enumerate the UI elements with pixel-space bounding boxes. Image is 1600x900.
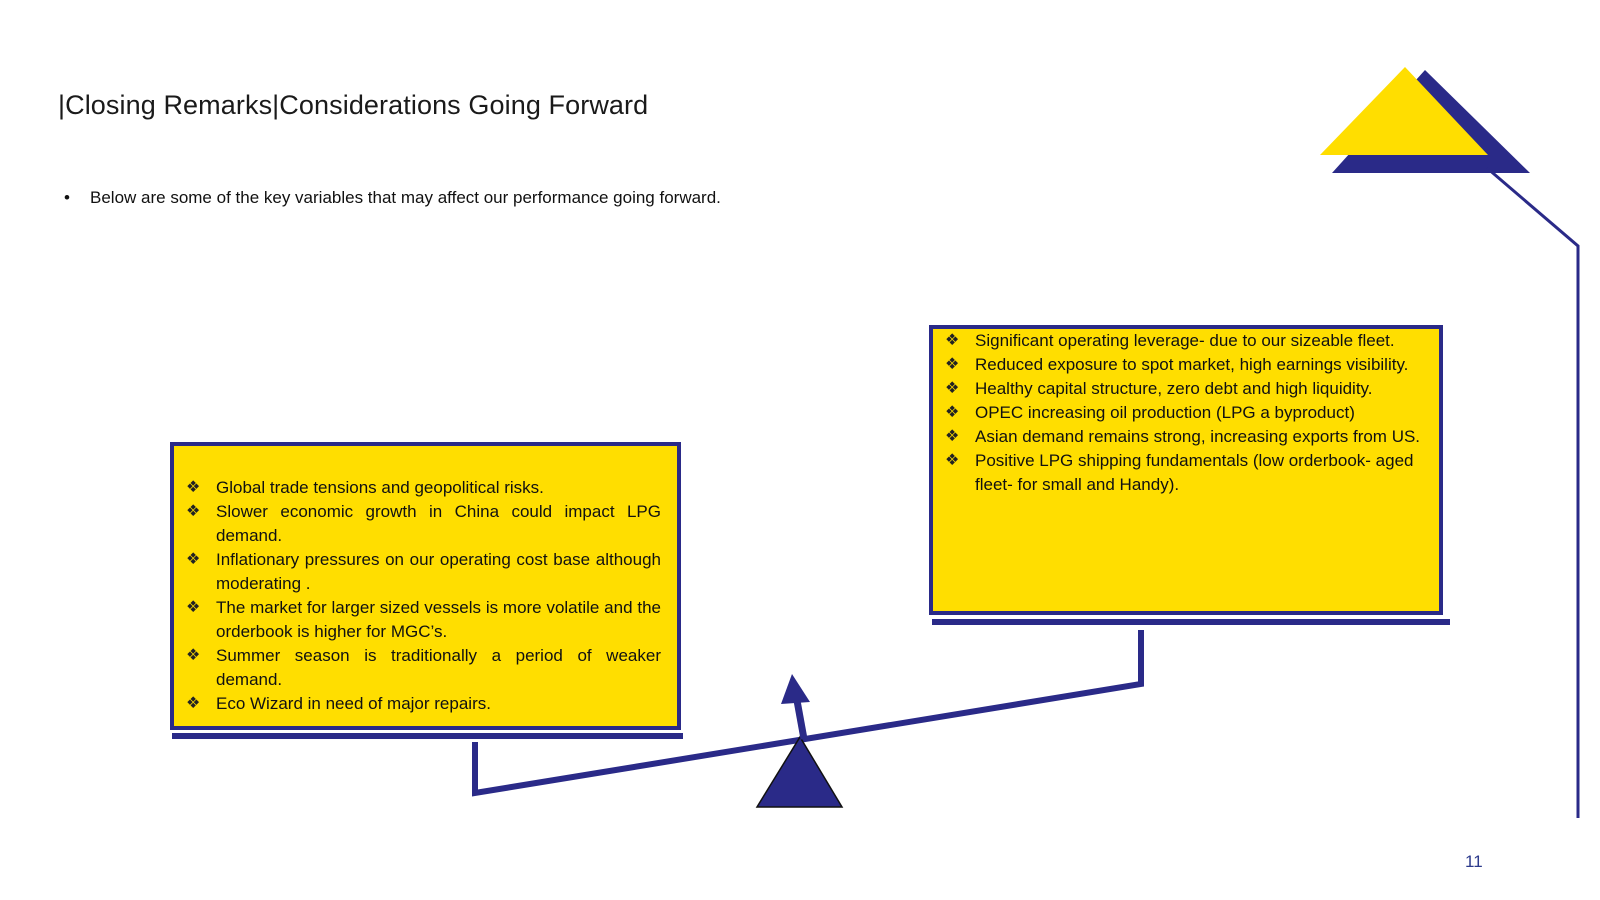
decor-line-right bbox=[1487, 168, 1578, 818]
diamond-bullet-icon: ❖ bbox=[186, 695, 201, 712]
list-item: ❖ Healthy capital structure, zero debt and high liquidity. bbox=[933, 377, 1427, 401]
diamond-bullet-icon: ❖ bbox=[186, 599, 201, 616]
intro-text: Below are some of the key variables that may affect our performance going forward. bbox=[90, 188, 721, 207]
negative-factors-list bbox=[174, 476, 661, 716]
list-item: ❖ Global trade tensions and geopolitical risks. bbox=[174, 476, 661, 500]
list-item: ❖ Asian demand remains strong, increasing exports from US. bbox=[933, 425, 1427, 449]
list-item: ❖ Significant operating leverage- due to our sizeable fleet. bbox=[933, 329, 1427, 353]
intro-line bbox=[64, 188, 721, 208]
diamond-bullet-icon: ❖ bbox=[945, 332, 960, 349]
negative-factors-box bbox=[170, 442, 681, 730]
diamond-bullet-icon: ❖ bbox=[945, 404, 960, 421]
positive-factors-box bbox=[929, 325, 1443, 615]
diamond-bullet-icon: ❖ bbox=[945, 452, 960, 469]
intro-bullet: • bbox=[64, 188, 70, 207]
diamond-bullet-icon: ❖ bbox=[186, 479, 201, 496]
list-item: ❖ Reduced exposure to spot market, high earnings visibility. bbox=[933, 353, 1427, 377]
list-item: ❖ OPEC increasing oil production (LPG a byproduct) bbox=[933, 401, 1427, 425]
diamond-bullet-icon: ❖ bbox=[186, 503, 201, 520]
positive-factors-list bbox=[933, 329, 1427, 497]
diamond-bullet-icon: ❖ bbox=[186, 551, 201, 568]
list-item: ❖ Slower economic growth in China could impact LPG demand. bbox=[186, 502, 661, 545]
list-item: ❖ Eco Wizard in need of major repairs. bbox=[174, 692, 661, 716]
right-box-shadow bbox=[932, 619, 1450, 625]
diamond-bullet-icon: ❖ bbox=[945, 380, 960, 397]
list-item: ❖ The market for larger sized vessels is more volatile and the orderbook is higher for MGC’s. bbox=[186, 598, 661, 641]
left-box-shadow bbox=[172, 733, 683, 739]
list-item: ❖ Summer season is traditionally a period of weaker demand. bbox=[186, 646, 661, 689]
diamond-bullet-icon: ❖ bbox=[945, 356, 960, 373]
list-item: ❖ Positive LPG shipping fundamentals (low orderbook- aged fleet- for small and Handy). bbox=[945, 451, 1414, 494]
diamond-bullet-icon: ❖ bbox=[186, 647, 201, 664]
page-title: |Closing Remarks|Considerations Going Forward bbox=[58, 90, 649, 120]
list-item: ❖ Inflationary pressures on our operating cost base although moderating . bbox=[186, 550, 661, 593]
page-number: 11 bbox=[1465, 852, 1483, 871]
diamond-bullet-icon: ❖ bbox=[945, 428, 960, 445]
arrow-up-icon bbox=[781, 674, 810, 704]
